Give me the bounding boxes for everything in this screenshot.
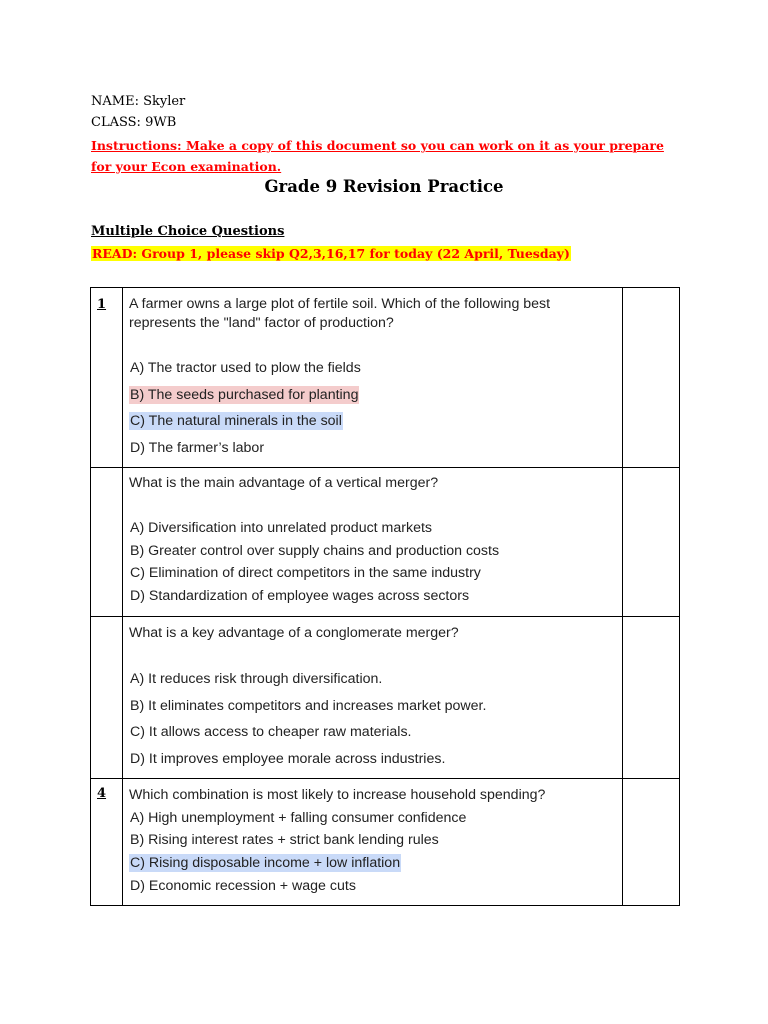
- option-b: B) The seeds purchased for planting: [130, 386, 359, 403]
- question-body-cell[interactable]: [123, 779, 623, 906]
- read-note: READ: Group 1, please skip Q2,3,16,17 for today (22 April, Tuesday): [92, 246, 570, 261]
- answer-cell[interactable]: [623, 779, 680, 906]
- question-row: [91, 468, 680, 617]
- question-number-cell: [91, 468, 123, 617]
- question-number: 4: [97, 786, 107, 801]
- question-number-cell: [91, 617, 123, 779]
- question-number-cell: [91, 779, 123, 906]
- question-number: [91, 468, 122, 477]
- page-title: Grade 9 Revision Practice: [264, 177, 504, 196]
- student-class: CLASS: 9WB: [91, 115, 177, 130]
- option-c: C) The natural minerals in the soil: [130, 413, 342, 429]
- answer-cell[interactable]: [623, 617, 680, 779]
- question-text: What is the main advantage of a vertical merger?: [129, 475, 439, 491]
- question-row: [91, 288, 680, 468]
- option-a: A) High unemployment + falling consumer confidence: [130, 809, 467, 826]
- question-row: [91, 779, 680, 906]
- question-body-cell[interactable]: [123, 288, 623, 468]
- question-row: [91, 617, 680, 779]
- option-d: D) The farmer’s labor: [130, 439, 265, 456]
- questions-table: [90, 287, 680, 906]
- section-heading: Multiple Choice Questions: [91, 224, 285, 239]
- option-c: C) Rising disposable income + low inflation: [130, 855, 401, 872]
- option-a: A) The tractor used to plow the fields: [130, 360, 361, 376]
- question-text: Which combination is most likely to increase household spending?: [129, 787, 546, 803]
- question-body-cell[interactable]: [123, 468, 623, 617]
- instructions-text: Instructions: Make a copy of this document so you can work on it as your prepare for your Econ examination.: [91, 138, 664, 174]
- option-b: B) It eliminates competitors and increases market power.: [130, 697, 487, 714]
- option-a: A) Diversification into unrelated product markets: [130, 520, 433, 536]
- option-a: A) It reduces risk through diversification.: [130, 671, 383, 687]
- student-name: NAME: Skyler: [91, 94, 186, 109]
- option-d: D) It improves employee morale across industries.: [130, 750, 446, 767]
- answer-cell[interactable]: [623, 288, 680, 468]
- option-b: B) Greater control over supply chains and production costs: [130, 542, 500, 559]
- option-b: B) Rising interest rates + strict bank lending rules: [130, 832, 439, 849]
- question-number-cell: [91, 288, 123, 468]
- option-d: D) Economic recession + wage cuts: [130, 877, 356, 894]
- answer-cell[interactable]: [623, 468, 680, 617]
- question-text: A farmer owns a large plot of fertile soil. Which of the following best represents the "land" factor of production?: [129, 296, 551, 331]
- question-body-cell[interactable]: [123, 617, 623, 779]
- option-d: D) Standardization of employee wages across sectors: [130, 587, 470, 604]
- question-number: 1: [97, 297, 107, 312]
- question-number: [91, 617, 122, 626]
- option-c: C) It allows access to cheaper raw materials.: [130, 724, 412, 740]
- question-text: What is a key advantage of a conglomerate merger?: [129, 625, 459, 641]
- option-c: C) Elimination of direct competitors in the same industry: [130, 565, 481, 581]
